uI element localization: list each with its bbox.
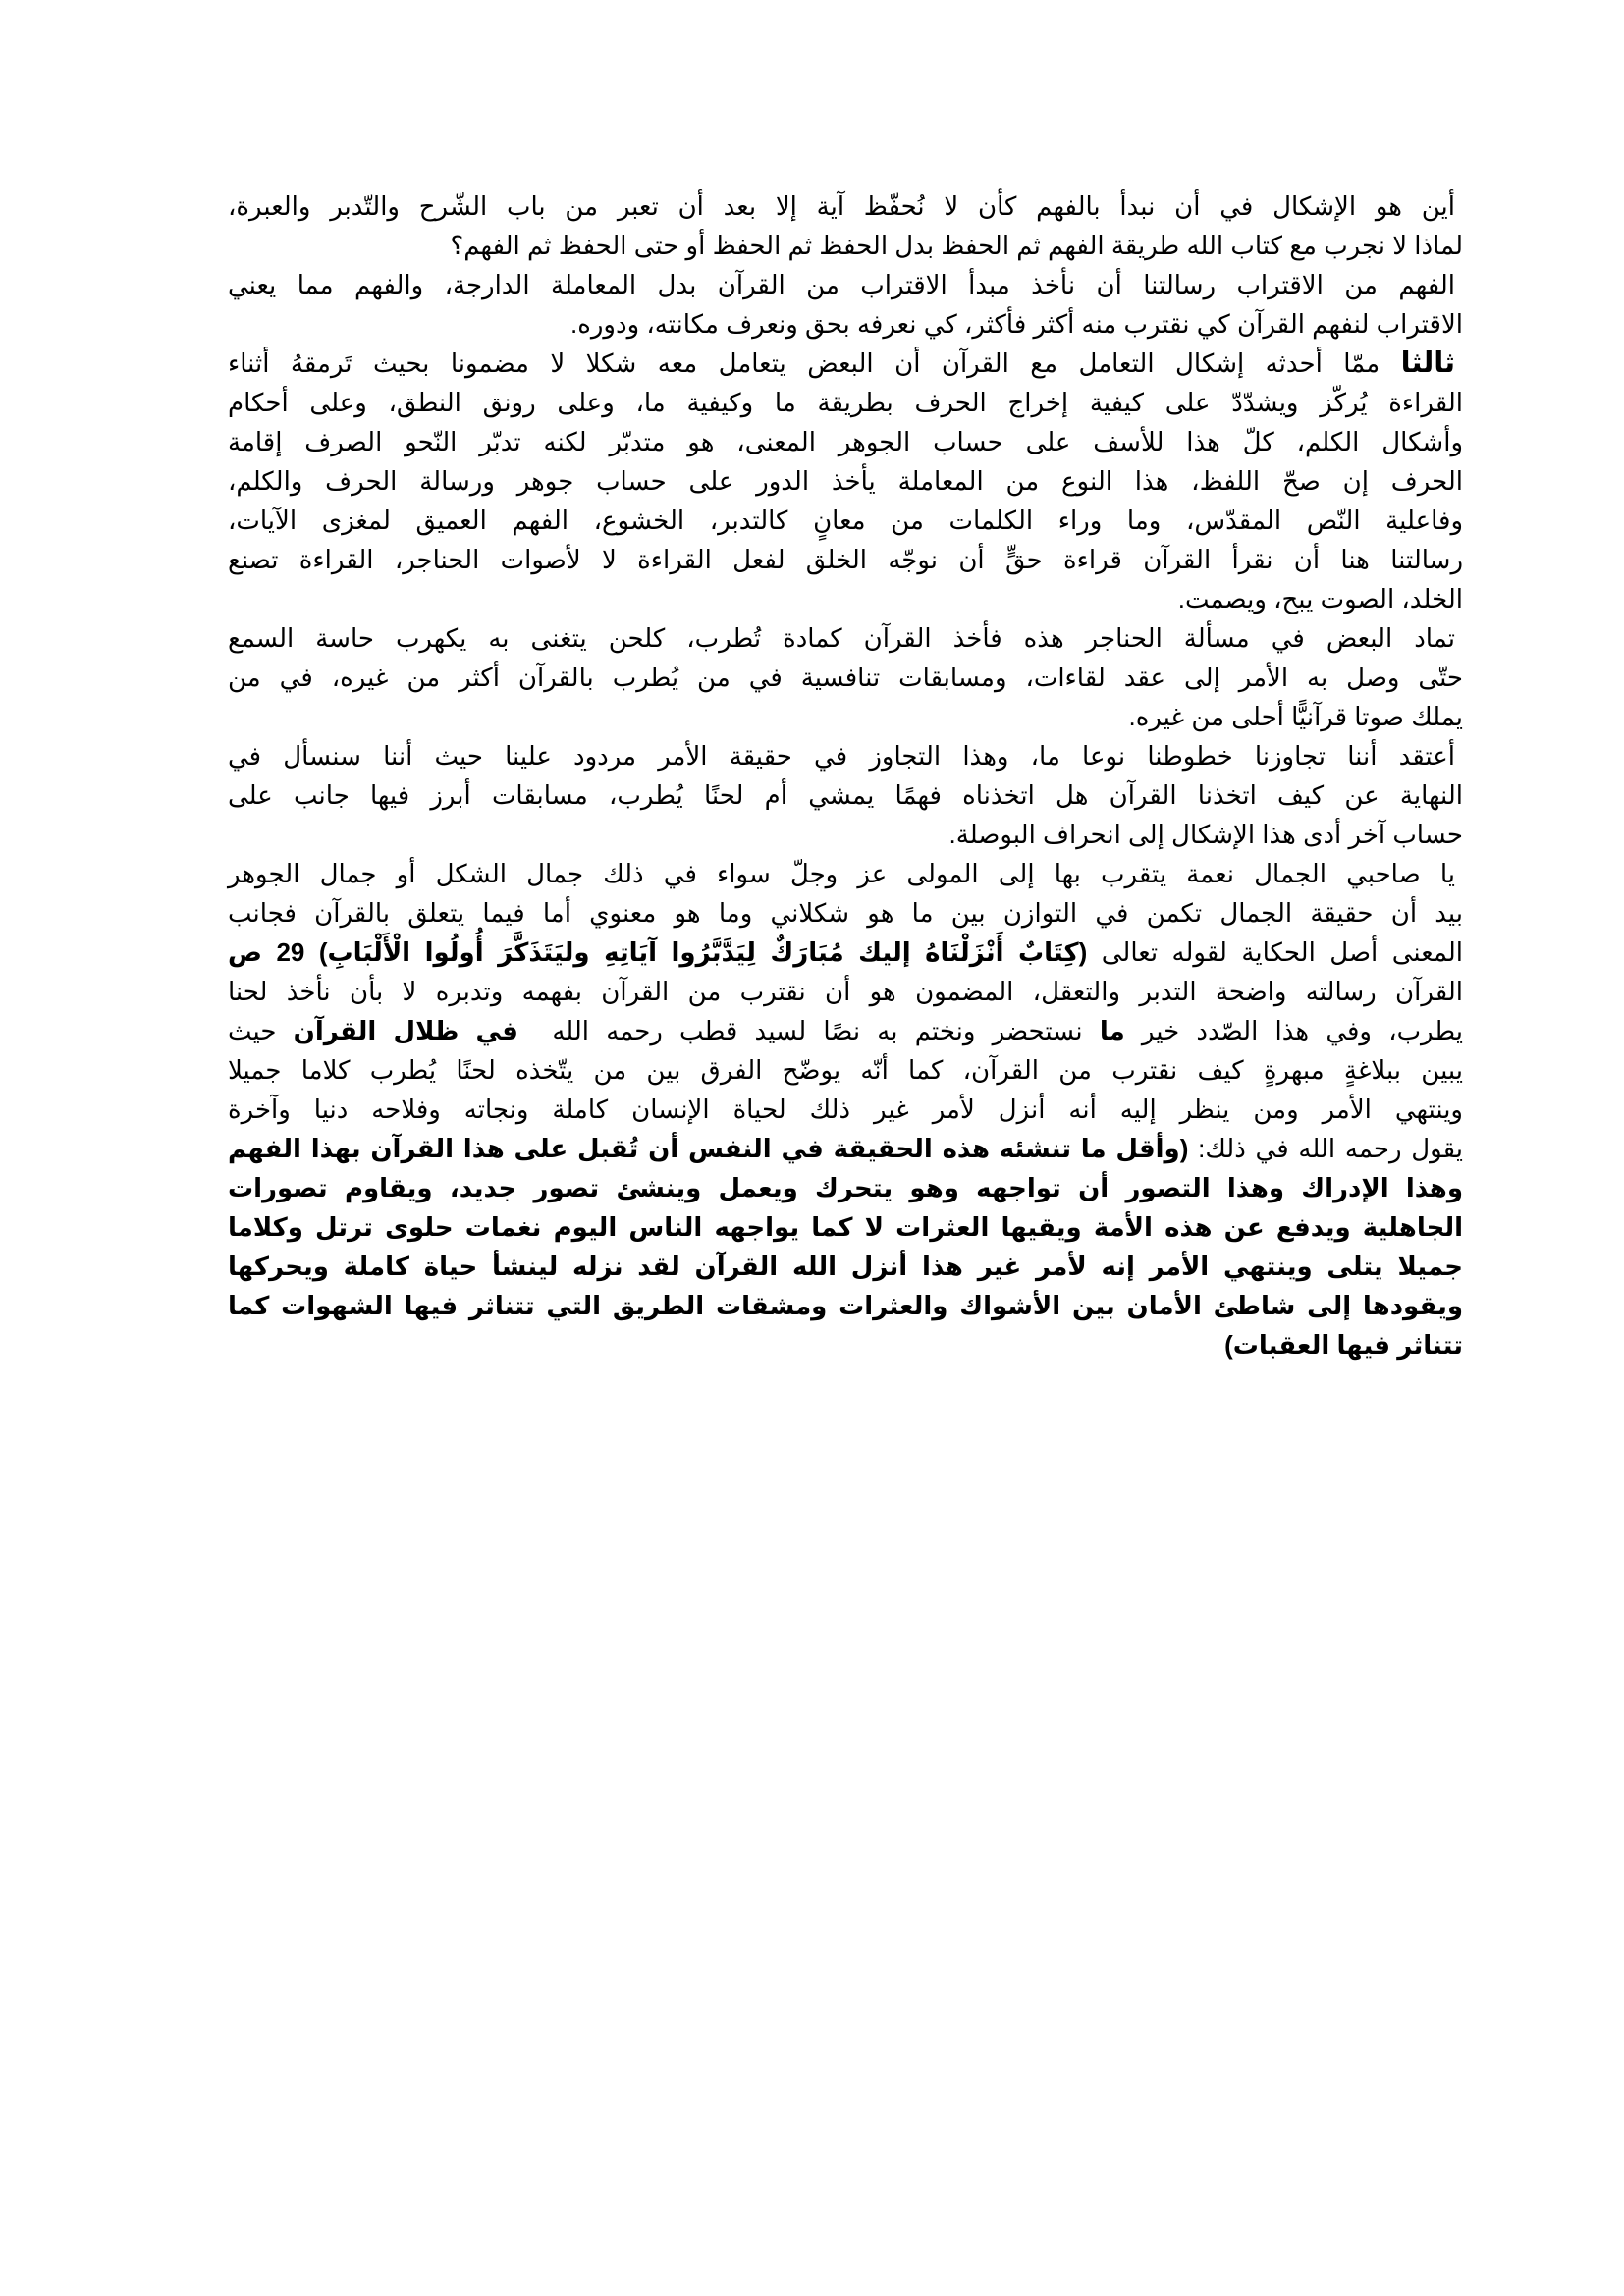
text-line: وينتهي الأمر ومن ينظر إليه أنه أنزل لأمر غير ذلك لحياة الإنسان كاملة ونجاته وفلاحه دنيا وآخرة xyxy=(228,1095,1463,1124)
text-line: وأشكال الكلم، كلّ هذا للأسف على حساب الجوهر المعنى، هو متدبّر لكنه تدبّر النّحو الصرف إقامة xyxy=(228,427,1463,456)
quote-line: ويقودها إلى شاطئ الأمان بين الأشواك والعثرات ومشقات الطريق التي تتناثر فيها الشهوات كما xyxy=(228,1291,1463,1320)
text-line: تماد البعض في مسألة الحناجر هذه فأخذ القرآن كمادة تُطرب، كلحن يتغنى به يكهرب حاسة السمع xyxy=(228,623,1455,653)
quote-text: (وأقل ما تنشئه هذه الحقيقة في النفس أن تُقبل على هذا القرآن بهذا الفهم xyxy=(228,1134,1189,1163)
text-span: ممّا أحدثه إشكال التعامل مع القرآن أن البعض يتعامل معه شكلا لا مضمونا بحيث تَرمقهُ أثناء xyxy=(228,348,1380,378)
section-lead-word: ثالثا xyxy=(1400,347,1455,379)
verse-line xyxy=(228,933,1463,972)
text-line: القراءة يُركّز ويشدّدّ على كيفية إخراج الحرف بطريقة ما وكيفية ما، وعلى رونق النطق، وعلى أحكام xyxy=(228,388,1463,417)
text-line: لماذا لا نجرب مع كتاب الله طريقة الفهم ثم الحفظ بدل الحفظ ثم الحفظ أو حتى الحفظ ثم الفهم؟ xyxy=(450,231,1463,260)
text-line: بيد أن حقيقة الجمال تكمن في التوازن بين ما هو شكلاني وما هو معنوي أما فيما يتعلق بالقرآن فجانب xyxy=(228,898,1463,928)
text-line xyxy=(228,344,1463,383)
text-line: النهاية عن كيف اتخذنا القرآن هل اتخذناه فهمًا يمشي أم لحنًا يُطرب، مسابقات أبرز فيها جانب على xyxy=(228,780,1463,810)
text-line: رسالتنا هنا أن نقرأ القرآن قراءة حقٍّ أن نوجّه الخلق لفعل القراءة لا لأصوات الحناجر، القراءة تصنع xyxy=(228,545,1463,574)
quote-line: جميلا يتلى وينتهي الأمر إنه لأمر غير هذا أنزل الله القرآن لقد نزله لينشأ حياة كاملة ويحركها xyxy=(228,1252,1463,1281)
text-line: الحرف إن صحّ اللفظ، هذا النوع من المعاملة يأخذ الدور على حساب جوهر ورسالة الحرف والكلم، xyxy=(228,466,1464,496)
document-page xyxy=(228,187,1463,1364)
text-line: الاقتراب لنفهم القرآن كي نقترب منه أكثر فأكثر، كي نعرفه بحق ونعرف مكانته، ودوره. xyxy=(570,309,1463,339)
text-line: أعتقد أننا تجاوزنا خطوطنا نوعا ما، وهذا التجاوز في حقيقة الأمر مردود علينا حيث أننا سنسأل في xyxy=(228,741,1455,771)
text-line: وفاعلية النّص المقدّس، وما وراء الكلمات من معانٍ كالتدبر، الخشوع، الفهم العميق لمغزى الآيات، xyxy=(228,506,1463,535)
quote-intro: يقول رحمه الله في ذلك: xyxy=(1198,1134,1463,1163)
quran-verse: (كِتَابٌ أَنْزَلْنَاهُ إليك مُبَارَكٌ لِيَدَّبَّرُوا آيَاتِهِ وليَتَذَكَّرَ أُولُوا الْأَلْبَابِ) xyxy=(318,937,1088,967)
text-line: القرآن رسالته واضحة التدبر والتعقل، المضمون هو أن نقترب من القرآن بفهمه وتدبره لا بأن نأخذ لحنا xyxy=(228,977,1463,1006)
paragraph-approach xyxy=(228,265,1463,344)
text-span: المعنى أصل الحكاية لقوله تعالى xyxy=(1101,937,1463,967)
book-title: في ظلال القرآن xyxy=(293,1016,518,1045)
text-span: يطرب، وفي هذا الصّدد خير xyxy=(1141,1016,1463,1045)
text-line: حساب آخر أدى هذا الإشكال إلى انحراف البوصلة. xyxy=(948,820,1463,849)
paragraph-throats xyxy=(228,618,1463,736)
paragraph-belief xyxy=(228,736,1463,854)
paragraph-beauty xyxy=(228,854,1463,1129)
text-line: يملك صوتا قرآنيًّا أحلى من غيره. xyxy=(1128,702,1463,731)
mixed-line xyxy=(228,1011,1463,1050)
text-line: الفهم من الاقتراب رسالتنا أن نأخذ مبدأ الاقتراب من القرآن بدل المعاملة الدارجة، والفهم مما يعني xyxy=(228,270,1455,299)
text-span: حيث xyxy=(228,1016,277,1045)
quote-intro-line xyxy=(228,1129,1463,1168)
quote-line: وهذا الإدراك وهذا التصور أن تواجهه وهو يتحرك ويعمل وينشئ تصور جديد، ويقاوم تصورات xyxy=(228,1173,1463,1202)
text-line: يا صاحبي الجمال نعمة يتقرب بها إلى المولى عز وجلّ سواء في ذلك جمال الشكل أو جمال الجوهر xyxy=(228,859,1455,888)
paragraph-third-point xyxy=(228,344,1463,618)
verse-reference: 29 ص xyxy=(228,937,305,967)
text-line: الخلد، الصوت يبح، ويصمت. xyxy=(1177,584,1463,614)
text-line: أين هو الإشكال في أن نبدأ بالفهم كأن لا نُحفّظ آية إلا بعد أن تعبر من باب الشّرح والتّدبر والعبرة، xyxy=(228,191,1455,221)
text-line: حتّى وصل به الأمر إلى عقد لقاءات، ومسابقات تنافسية في من يُطرب بالقرآن أكثر من غيره، في من xyxy=(228,663,1463,692)
text-line: يبين ببلاغةٍ مبهرةٍ كيف نقترب من القرآن، كما أنّه يوضّح الفرق بين من يتّخذه لحنًا يُطرب كلاما جميلا xyxy=(228,1055,1463,1085)
paragraph-question xyxy=(228,187,1463,265)
bold-word: ما xyxy=(1099,1016,1125,1045)
quote-line: تتناثر فيها العقبات) xyxy=(1224,1330,1463,1360)
paragraph-quote xyxy=(228,1129,1463,1364)
text-span: نستحضر ونختم به نصًا لسيد قطب رحمه الله xyxy=(552,1016,1083,1045)
quote-line: الجاهلية ويدفع عن هذه الأمة ويقيها العثرات لا كما يواجهه الناس اليوم نغمات حلوى ترتل وكلاما xyxy=(228,1212,1463,1242)
